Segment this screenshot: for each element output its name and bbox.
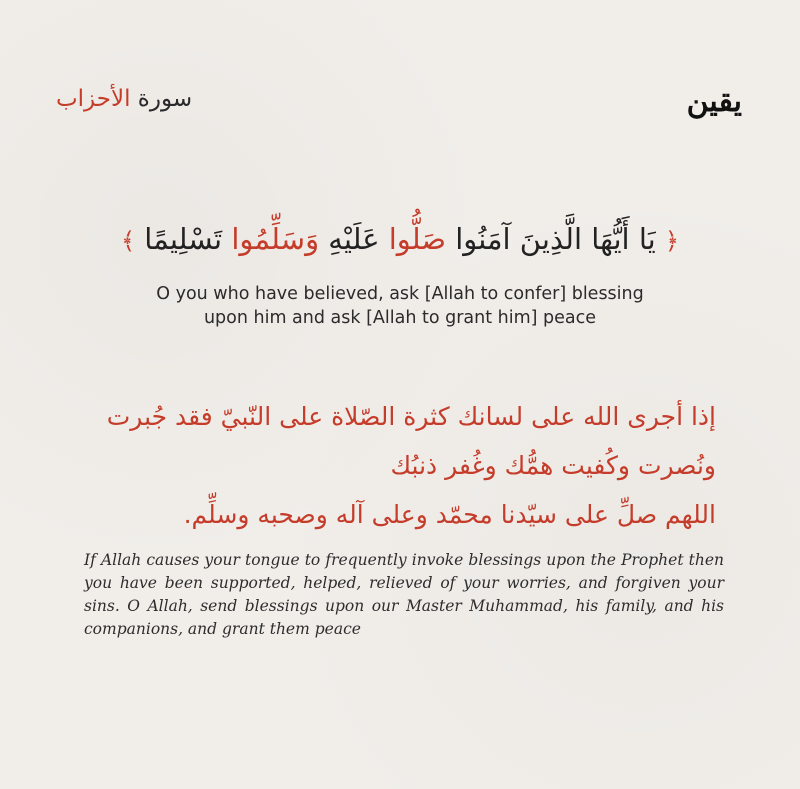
surah-title [56, 86, 192, 112]
verse-open-bracket: ﴿ [664, 227, 680, 255]
quran-verse [0, 222, 800, 256]
arabic-line-3: اللهم صلِّ على سيّدنا محمّد وعلى آله وصحبه وسلِّم. [183, 500, 716, 529]
verse-close-bracket: ﴾ [120, 227, 136, 255]
translation-line-2: upon him and ask [Allah to grant him] peace [203, 308, 597, 328]
verse-part-1: يَا أَيُّهَا الَّذِينَ آمَنُوا [455, 222, 656, 256]
verse-highlight-2: وَسَلِّمُوا [231, 222, 320, 256]
surah-word: سورة [137, 86, 193, 112]
arabic-line-2: ونُصرت وكُفيت همُّك وغُفر ذنبُك [390, 451, 716, 480]
surah-name: الأحزاب [56, 86, 131, 112]
verse-part-3: تَسْلِيمًا [144, 222, 223, 256]
verse-part-2: عَلَيْهِ [328, 222, 380, 256]
arabic-saying [76, 392, 716, 539]
translation-line-1: O you who have believed, ask [Allah to confer] blessing [156, 284, 644, 304]
verse-highlight-1: صَلُّوا [388, 222, 446, 256]
english-saying: If Allah causes your tongue to frequently invoke blessings upon the Prophet then you have been supported, helped, relieved of your worries, and forgiven your sins. O Allah, send blessings upon our Master Muhammad, his family, and his companions, and grant them peace [84, 551, 724, 638]
brand-logo: يقين [686, 84, 742, 119]
verse-translation [0, 282, 800, 330]
arabic-line-1: إذا أجرى الله على لسانك كثرة الصّلاة على النّبيّ فقد جُبرت [106, 402, 716, 431]
